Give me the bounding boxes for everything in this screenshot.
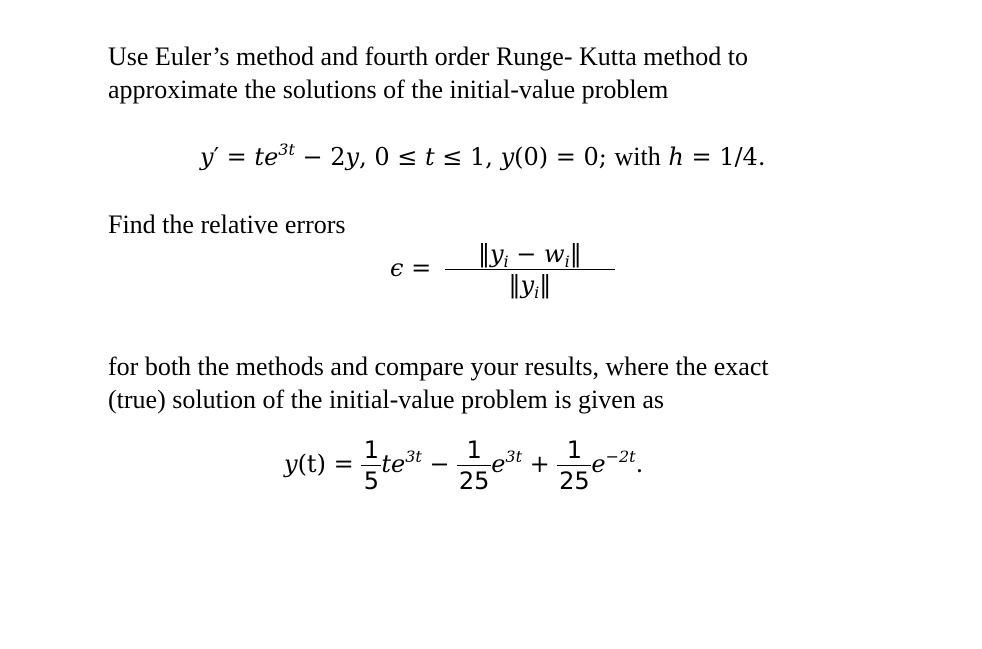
norm-close: ‖: [569, 240, 582, 268]
den-sub-i: i: [534, 283, 540, 302]
sol-e3: e: [591, 450, 606, 478]
compare-line-1: for both the methods and compare your results, where the exact: [108, 352, 769, 381]
sol-frac-1: [361, 436, 381, 495]
eq-interval-start: , 0 ≤: [359, 143, 425, 171]
frac2-num: 1: [466, 436, 482, 464]
intro-line-2: approximate the solutions of the initial-value problem: [108, 75, 669, 104]
relative-error-text: Find the relative errors: [108, 210, 346, 239]
frac1-den: 5: [363, 467, 379, 495]
compare-line-2: (true) solution of the initial-value problem is given as: [108, 385, 664, 414]
epsilon-symbol: ϵ: [390, 254, 404, 282]
intro-line-1: Use Euler’s method and fourth order Runge- Kutta method to: [108, 42, 748, 71]
sol-exp2: 3t: [505, 447, 522, 466]
num-y: y: [489, 240, 504, 268]
sol-e2: e: [491, 450, 506, 478]
sol-y: y: [284, 450, 298, 478]
sol-exp3: −2t: [605, 447, 636, 466]
num-minus: −: [508, 240, 545, 268]
eq-y0: y: [500, 143, 515, 171]
eq-initial: (0) = 0;: [514, 143, 615, 171]
eq-minus-2: − 2: [302, 143, 346, 171]
frac3-num: 1: [566, 436, 583, 464]
error-fraction: [445, 240, 615, 302]
norm-open: ‖: [477, 240, 490, 268]
eq-h: h: [668, 143, 684, 171]
eq-e: e: [264, 143, 279, 171]
eq-h-value: = 1/4.: [683, 143, 766, 171]
compare-paragraph: [108, 350, 888, 416]
num-sub-i2: i: [564, 252, 570, 271]
ode-equation: [200, 142, 765, 172]
eq-interval-end: ≤ 1,: [434, 143, 501, 171]
relative-error-lead: [108, 208, 888, 241]
sol-equals: =: [333, 450, 354, 478]
eq-t: t: [254, 143, 265, 171]
error-denominator: [445, 271, 615, 302]
epsilon-equals: =: [411, 254, 432, 282]
frac1-bar: [361, 465, 381, 466]
eq-exponent: 3t: [278, 140, 295, 159]
num-w: w: [544, 240, 565, 268]
den-y: y: [520, 271, 535, 299]
fraction-bar: [445, 269, 615, 270]
num-sub-i: i: [503, 252, 509, 271]
frac3-bar: [557, 465, 591, 466]
sol-exp1: 3t: [405, 447, 422, 466]
eq-y: y: [200, 143, 214, 171]
sol-frac-2: [457, 436, 491, 495]
eq-equals: =: [226, 143, 247, 171]
sol-t: t: [381, 450, 391, 478]
frac2-bar: [457, 465, 491, 466]
sol-e1: e: [390, 450, 406, 478]
relative-error-formula: [390, 240, 615, 302]
sol-period: .: [635, 450, 644, 478]
eq-t2: t: [425, 143, 435, 171]
frac1-num: 1: [363, 436, 379, 464]
sol-arg: (t): [297, 450, 326, 478]
exact-solution-equation: [284, 436, 643, 495]
eq-y2: y: [345, 143, 360, 171]
sol-minus: −: [429, 450, 450, 478]
eq-prime: ′: [213, 143, 220, 171]
sol-frac-3: [557, 436, 591, 495]
intro-paragraph: [108, 40, 888, 106]
den-norm-close: ‖: [539, 271, 552, 299]
sol-plus: +: [529, 450, 550, 478]
error-numerator: [445, 240, 615, 271]
frac3-den: 25: [559, 467, 590, 495]
frac2-den: 25: [458, 467, 490, 495]
eq-with: with: [614, 142, 661, 171]
den-norm-open: ‖: [508, 271, 521, 299]
